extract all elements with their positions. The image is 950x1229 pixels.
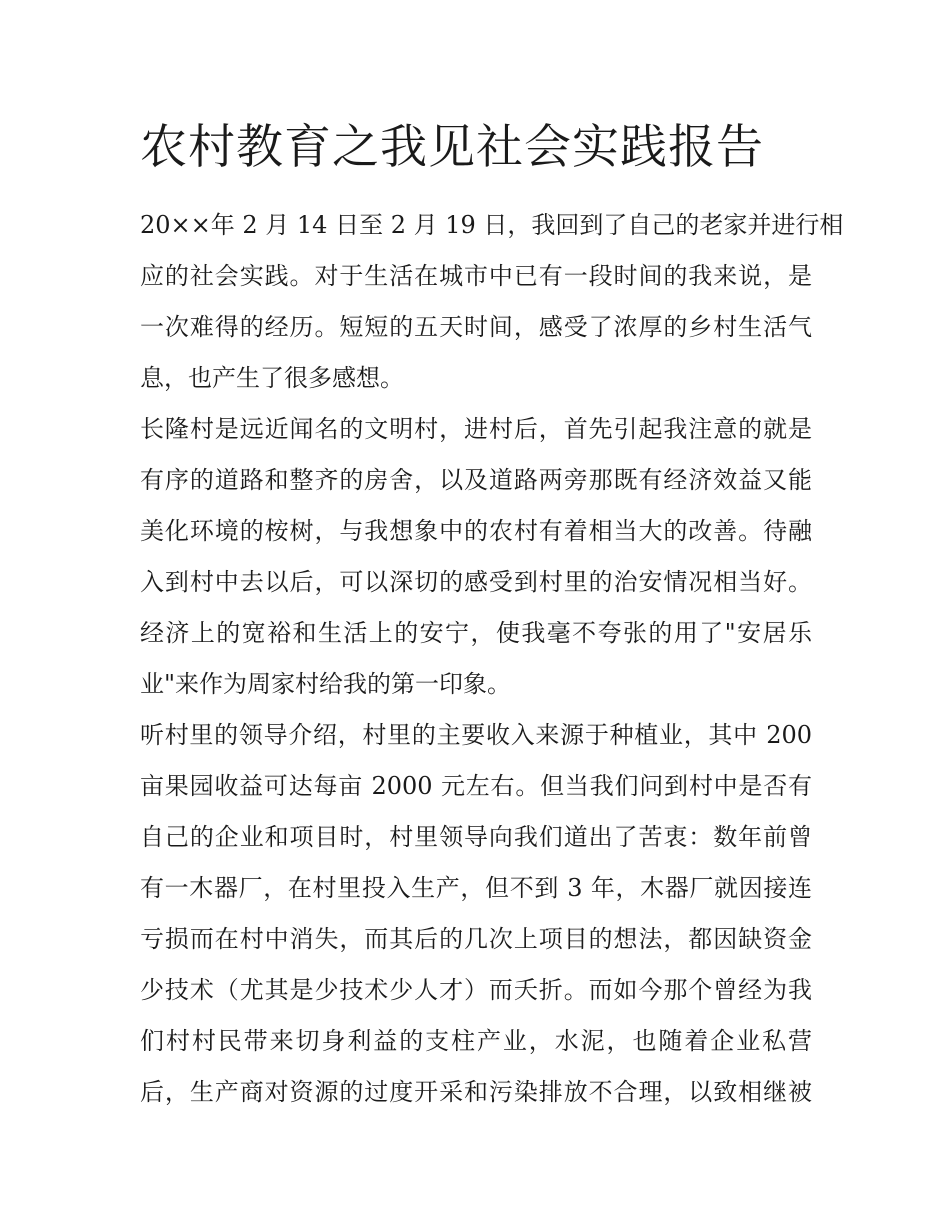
paragraph-line: 少技术（尤其是少技术少人才）而夭折。而如今那个曾经为我 [140,976,812,1004]
paragraph-line: 业"来作为周家村给我的第一印象。 [140,670,512,698]
paragraph-2 [140,404,812,710]
document-body [140,118,844,1118]
paragraph-line: 入到村中去以后，可以深切的感受到村里的治安情况相当好。 [140,568,812,596]
paragraph-1 [140,200,844,404]
paragraph-line: 后，生产商对资源的过度开采和污染排放不合理，以致相继被 [140,1078,812,1106]
paragraph-line: 应的社会实践。对于生活在城市中已有一段时间的我来说，是 [140,262,812,290]
paragraph-line: 长隆村是远近闻名的文明村，进村后，首先引起我注意的就是 [140,415,812,443]
paragraph-line: 息，也产生了很多感想。 [140,364,404,392]
paragraph-line: 们村村民带来切身利益的支柱产业，水泥，也随着企业私营 [140,1027,812,1055]
paragraph-line: 亏损而在村中消失，而其后的几次上项目的想法，都因缺资金 [140,925,812,953]
paragraph-line: 有一木器厂，在村里投入生产，但不到 3 年，木器厂就因接连 [140,874,812,902]
paragraph-line: 有序的道路和整齐的房舍，以及道路两旁那既有经济效益又能 [140,466,812,494]
paragraph-line: 听村里的领导介绍，村里的主要收入来源于种植业，其中 200 [140,721,812,749]
paragraph-line: 自己的企业和项目时，村里领导向我们道出了苦衷：数年前曾 [140,823,812,851]
paragraph-line: 美化环境的桉树，与我想象中的农村有着相当大的改善。待融 [140,517,812,545]
paragraph-line: 经济上的宽裕和生活上的安宁，使我毫不夸张的用了"安居乐 [140,619,812,647]
paragraph-line: 亩果园收益可达每亩 2000 元左右。但当我们问到村中是否有 [140,772,812,800]
paragraph-line: 一次难得的经历。短短的五天时间，感受了浓厚的乡村生活气 [140,313,812,341]
paragraph-line: 20××年 2 月 14 日至 2 月 19 日，我回到了自己的老家并进行相 [140,211,844,239]
document-title: 农村教育之我见社会实践报告 [140,120,764,175]
paragraph-3 [140,710,812,1118]
